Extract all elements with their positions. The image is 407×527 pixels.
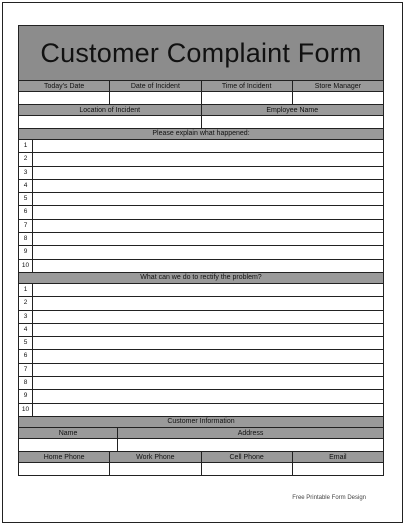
- date-of-incident-label: Date of Incident: [110, 81, 201, 91]
- rectify-line[interactable]: [18, 404, 384, 417]
- rectify-line-field[interactable]: [33, 311, 383, 323]
- rectify-line-field[interactable]: [33, 337, 383, 349]
- line-number: 10: [19, 260, 33, 272]
- explain-line-field[interactable]: [33, 246, 383, 258]
- customer-input-row-2: [18, 463, 384, 476]
- rectify-line[interactable]: [18, 284, 384, 297]
- complaint-form: [18, 25, 384, 476]
- customer-info-header: Customer Information: [18, 417, 384, 428]
- todays-date-label: Today's Date: [19, 81, 110, 91]
- line-number: 3: [19, 311, 33, 323]
- rectify-line-field[interactable]: [33, 284, 383, 296]
- line-number: 8: [19, 377, 33, 389]
- explain-line[interactable]: [18, 167, 384, 180]
- rectify-line[interactable]: [18, 311, 384, 324]
- customer-header-row-1: [18, 428, 384, 439]
- title-banner: [18, 25, 384, 81]
- explain-line-field[interactable]: [33, 193, 383, 205]
- rectify-line-field[interactable]: [33, 297, 383, 309]
- explain-line[interactable]: [18, 180, 384, 193]
- line-number: 2: [19, 153, 33, 165]
- address-field[interactable]: [118, 439, 383, 451]
- email-label: Email: [329, 453, 347, 461]
- location-label: Location of Incident: [19, 105, 202, 115]
- line-number: 5: [19, 193, 33, 205]
- explain-line-field[interactable]: [33, 220, 383, 232]
- time-of-incident-label: Time of Incident: [202, 81, 293, 91]
- explain-line-field[interactable]: [33, 180, 383, 192]
- rectify-line[interactable]: [18, 297, 384, 310]
- customer-input-row-1: [18, 439, 384, 452]
- rectify-line[interactable]: [18, 364, 384, 377]
- form-page: [2, 2, 403, 523]
- header-row-2: [18, 105, 384, 116]
- name-field[interactable]: [19, 439, 118, 451]
- line-number: 9: [19, 246, 33, 258]
- home-phone-field[interactable]: [19, 463, 110, 475]
- line-number: 5: [19, 337, 33, 349]
- input-row-2: [18, 116, 384, 129]
- rectify-line[interactable]: [18, 390, 384, 403]
- home-phone-label: Home Phone: [19, 452, 110, 462]
- store-manager-label: Store Manager: [314, 83, 362, 90]
- employee-name-label: Employee Name: [266, 107, 319, 114]
- explain-line[interactable]: [18, 153, 384, 166]
- address-label: Address: [237, 429, 264, 437]
- line-number: 8: [19, 233, 33, 245]
- explain-line[interactable]: [18, 220, 384, 233]
- explain-line[interactable]: [18, 206, 384, 219]
- line-number: 4: [19, 324, 33, 336]
- rectify-line-field[interactable]: [33, 377, 383, 389]
- rectify-line-field[interactable]: [33, 324, 383, 336]
- explain-line[interactable]: [18, 140, 384, 153]
- time-of-incident-field[interactable]: [202, 92, 293, 104]
- explain-line[interactable]: [18, 246, 384, 259]
- rectify-line-field[interactable]: [33, 390, 383, 402]
- line-number: 7: [19, 364, 33, 376]
- email-field[interactable]: [293, 463, 383, 475]
- rectify-line[interactable]: [18, 324, 384, 337]
- rectify-line-field[interactable]: [33, 364, 383, 376]
- store-manager-field[interactable]: [293, 92, 383, 104]
- line-number: 6: [19, 350, 33, 362]
- rectify-section-header: What can we do to rectify the problem?: [18, 273, 384, 284]
- rectify-line-field[interactable]: [33, 404, 383, 416]
- cell-phone-field[interactable]: [202, 463, 293, 475]
- explain-line-field[interactable]: [33, 153, 383, 165]
- line-number: 7: [19, 220, 33, 232]
- explain-line[interactable]: [18, 193, 384, 206]
- customer-header-row-2: [18, 452, 384, 463]
- input-row-1: [18, 92, 384, 105]
- rectify-line-field[interactable]: [33, 350, 383, 362]
- explain-line[interactable]: [18, 233, 384, 246]
- explain-line-field[interactable]: [33, 260, 383, 272]
- explain-line[interactable]: [18, 260, 384, 273]
- header-row-1: [18, 81, 384, 92]
- location-field[interactable]: [19, 116, 202, 128]
- form-title: Customer Complaint Form: [40, 37, 362, 68]
- line-number: 1: [19, 140, 33, 152]
- line-number: 6: [19, 206, 33, 218]
- cell-phone-label: Cell Phone: [202, 452, 293, 462]
- line-number: 3: [19, 167, 33, 179]
- work-phone-field[interactable]: [110, 463, 201, 475]
- line-number: 1: [19, 284, 33, 296]
- todays-date-field[interactable]: [19, 92, 110, 104]
- explain-section-header: Please explain what happened:: [18, 129, 384, 140]
- rectify-line[interactable]: [18, 377, 384, 390]
- explain-line-field[interactable]: [33, 167, 383, 179]
- explain-lines: [18, 140, 384, 273]
- date-of-incident-field[interactable]: [110, 92, 201, 104]
- rectify-lines: [18, 284, 384, 417]
- line-number: 9: [19, 390, 33, 402]
- employee-name-field[interactable]: [202, 116, 384, 128]
- work-phone-label: Work Phone: [110, 452, 201, 462]
- explain-line-field[interactable]: [33, 140, 383, 152]
- explain-line-field[interactable]: [33, 206, 383, 218]
- rectify-line[interactable]: [18, 337, 384, 350]
- rectify-line[interactable]: [18, 350, 384, 363]
- explain-line-field[interactable]: [33, 233, 383, 245]
- footer-credit: Free Printable Form Design: [292, 495, 366, 501]
- name-label: Name: [19, 428, 118, 438]
- line-number: 10: [19, 404, 33, 416]
- line-number: 4: [19, 180, 33, 192]
- line-number: 2: [19, 297, 33, 309]
